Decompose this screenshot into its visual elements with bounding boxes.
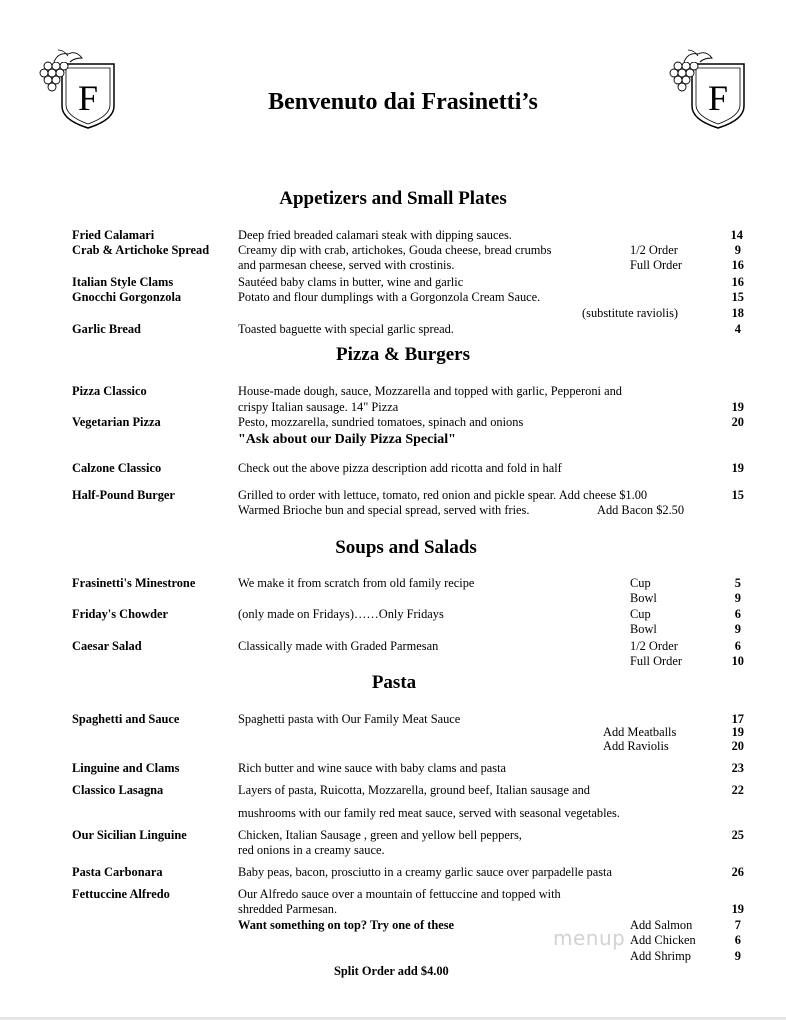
item-option-add-meatballs: Add Meatballs [603,725,677,739]
item-price-add-raviolis: 20 [731,739,744,753]
item-desc-minestrone: We make it from scratch from old family recipe [238,576,475,590]
item-price-minestrone-bowl: 9 [734,591,741,605]
item-option-add-raviolis: Add Raviolis [603,739,669,753]
toppings-prompt: Want something on top? Try one of these [238,918,455,932]
item-price-caesar-full: 10 [731,654,744,668]
item-name-pizza-classico: Pizza Classico [72,384,147,398]
item-option-minestrone-cup: Cup [630,576,651,590]
item-name-linguine-clams: Linguine and Clams [72,761,180,775]
item-price-crab-full: 16 [731,258,744,272]
item-desc-italian-clams: Sautéed baby clams in butter, wine and garlic [238,275,464,289]
item-name-italian-clams: Italian Style Clams [72,275,174,289]
item-name-carbonara: Pasta Carbonara [72,865,163,879]
item-option-chowder-bowl: Bowl [630,622,657,636]
split-order-note: Split Order add $4.00 [334,964,449,978]
topping-add-shrimp: Add Shrimp [630,949,691,963]
item-desc-garlic-bread: Toasted baguette with special garlic spread. [238,322,454,336]
item-desc-alfredo: Our Alfredo sauce over a mountain of fettuccine and topped with [238,887,561,901]
section-heading-pizza: Pizza & Burgers [335,344,470,365]
item-price-linguine-clams: 23 [731,761,744,775]
item-option-substitute-raviolis: (substitute raviolis) [582,306,679,320]
item-price-carbonara: 26 [731,865,744,879]
item-price-lasagna: 22 [731,783,744,797]
item-price-spaghetti: 17 [731,712,744,726]
item-price-chowder-cup: 6 [734,607,741,621]
item-price-add-meatballs: 19 [731,725,744,739]
item-desc-gnocchi: Potato and flour dumplings with a Gorgonzola Cream Sauce. [238,290,541,304]
section-heading-pasta: Pasta [371,672,417,693]
item-desc-vegetarian-pizza: Pesto, mozzarella, sundried tomatoes, spinach and onions [238,415,524,429]
item-price-substitute-raviolis: 18 [731,306,744,320]
topping-price-shrimp: 9 [734,949,741,963]
item-name-fried-calamari: Fried Calamari [72,228,155,242]
topping-price-chicken: 6 [734,933,741,947]
item-option-caesar-full: Full Order [630,654,682,668]
grape-crest-logo-left [34,46,120,130]
item-desc-crab-artichoke: Creamy dip with crab, artichokes, Gouda cheese, bread crumbs [238,243,552,257]
item-name-burger: Half-Pound Burger [72,488,175,502]
item-desc-lasagna: Layers of pasta, Ruicotta, Mozzarella, ground beef, Italian sausage and [238,783,590,797]
item-name-lasagna: Classico Lasagna [72,783,164,797]
item-name-garlic-bread: Garlic Bread [72,322,141,336]
item-desc-lasagna-2: mushrooms with our family red meat sauce, served with seasonal vegetables. [238,806,620,820]
item-price-caesar-half: 6 [734,639,741,653]
topping-add-chicken: Add Chicken [630,933,696,947]
item-name-vegetarian-pizza: Vegetarian Pizza [72,415,161,429]
item-desc-sicilian-linguine: Chicken, Italian Sausage , green and yellow bell peppers, [238,828,522,842]
item-name-caesar: Caesar Salad [72,639,142,653]
item-desc-pizza-classico-2: crispy Italian sausage. 14" Pizza [238,400,399,414]
item-price-vegetarian-pizza: 20 [731,415,744,429]
item-price-minestrone-cup: 5 [734,576,741,590]
item-price-calzone: 19 [731,461,744,475]
item-desc-pizza-classico: House-made dough, sauce, Mozzarella and topped with garlic, Pepperoni and [238,384,622,398]
item-desc-sicilian-linguine-2: red onions in a creamy sauce. [238,843,385,857]
item-price-alfredo: 19 [731,902,744,916]
item-desc-fried-calamari: Deep fried breaded calamari steak with dipping sauces. [238,228,512,242]
item-name-minestrone: Frasinetti's Minestrone [72,576,196,590]
item-price-pizza-classico: 19 [731,400,744,414]
item-desc-burger: Grilled to order with lettuce, tomato, red onion and pickle spear. Add cheese $1.00 [238,488,648,502]
item-desc-carbonara: Baby peas, bacon, prosciutto in a creamy garlic sauce over parpadelle pasta [238,865,612,879]
svg-text:F: F [77,78,99,118]
section-heading-appetizers: Appetizers and Small Plates [279,188,507,209]
daily-pizza-special: "Ask about our Daily Pizza Special" [238,432,456,447]
item-desc-chowder: (only made on Fridays)……Only Fridays [238,607,444,621]
item-price-burger: 15 [731,488,744,502]
item-option-crab-full: Full Order [630,258,682,272]
item-desc-linguine-clams: Rich butter and wine sauce with baby clams and pasta [238,761,507,775]
item-desc-calzone: Check out the above pizza description add ricotta and fold in half [238,461,562,475]
item-price-italian-clams: 16 [731,275,744,289]
item-name-crab-artichoke: Crab & Artichoke Spread [72,243,210,257]
item-price-sicilian-linguine: 25 [731,828,744,842]
item-option-minestrone-bowl: Bowl [630,591,657,605]
item-name-gnocchi: Gnocchi Gorgonzola [72,290,182,304]
svg-text:F: F [707,78,729,118]
page-title: Benvenuto dai Frasinetti’s [268,89,538,115]
section-heading-soups: Soups and Salads [335,537,477,558]
item-price-crab-half: 9 [734,243,741,257]
topping-add-salmon: Add Salmon [630,918,693,932]
item-desc-caesar: Classically made with Graded Parmesan [238,639,439,653]
item-name-sicilian-linguine: Our Sicilian Linguine [72,828,187,842]
item-price-garlic-bread: 4 [734,322,741,336]
menupages-watermark: menup [553,926,626,950]
item-option-caesar-half: 1/2 Order [630,639,678,653]
item-price-gnocchi: 15 [731,290,744,304]
item-addon-bacon: Add Bacon $2.50 [597,503,685,517]
item-option-chowder-cup: Cup [630,607,651,621]
item-desc-alfredo-2: shredded Parmesan. [238,902,338,916]
item-name-alfredo: Fettuccine Alfredo [72,887,170,901]
item-option-crab-half: 1/2 Order [630,243,678,257]
item-name-calzone: Calzone Classico [72,461,162,475]
item-desc-burger-2: Warmed Brioche bun and special spread, served with fries. [238,503,530,517]
topping-price-salmon: 7 [734,918,741,932]
item-name-spaghetti: Spaghetti and Sauce [72,712,180,726]
item-desc-spaghetti: Spaghetti pasta with Our Family Meat Sauce [238,712,461,726]
item-name-chowder: Friday's Chowder [72,607,169,621]
grape-crest-icon [34,46,120,130]
grape-crest-logo-right [664,46,750,130]
item-price-fried-calamari: 14 [730,228,743,242]
item-desc-crab-artichoke-2: and parmesan cheese, served with crostinis. [238,258,455,272]
grape-crest-icon [664,46,750,130]
item-price-chowder-bowl: 9 [734,622,741,636]
